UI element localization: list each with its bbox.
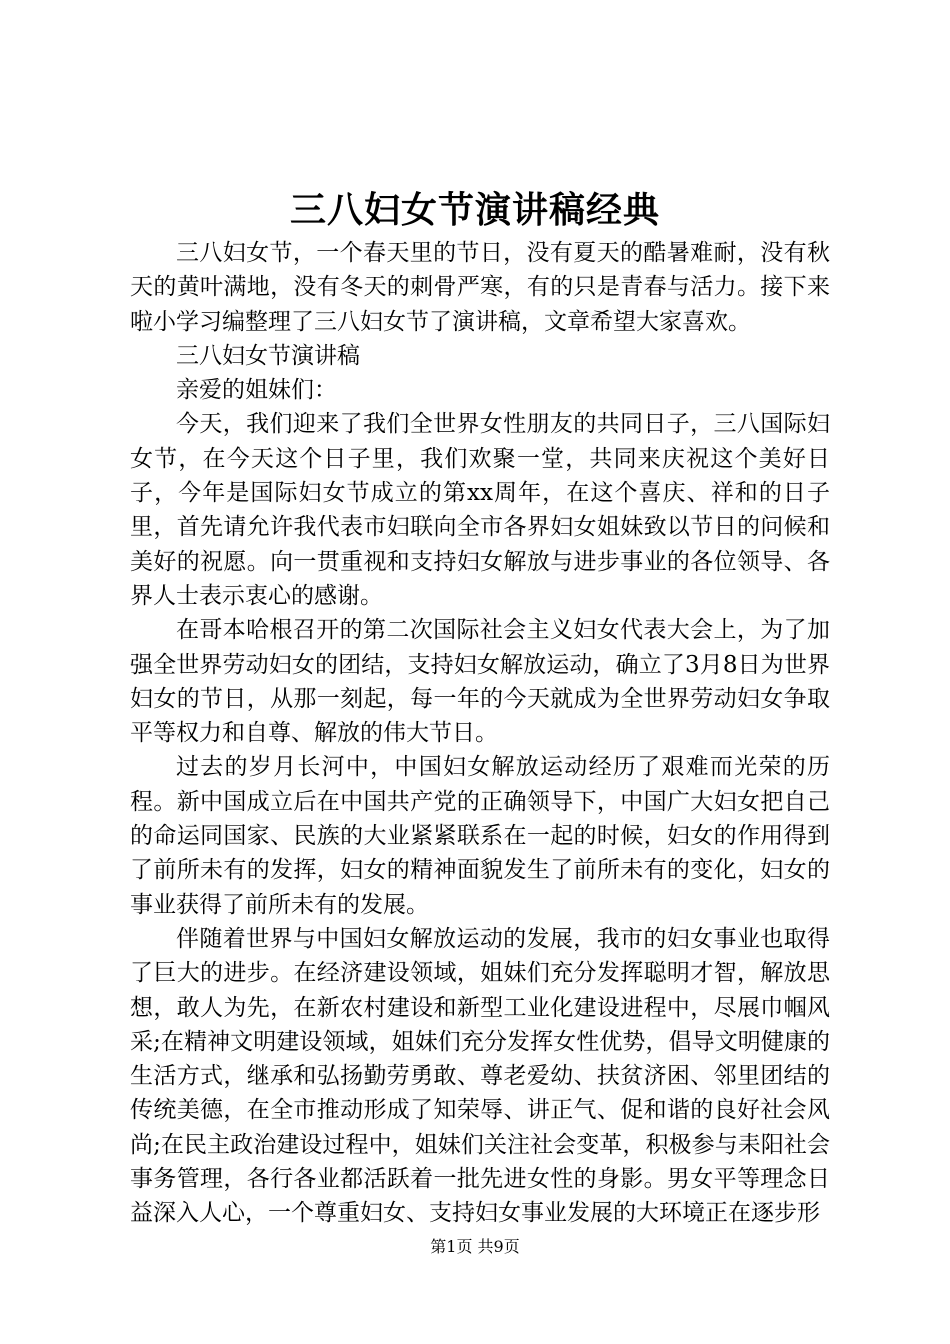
paragraph-salutation: 亲爱的姐妹们： xyxy=(176,377,337,404)
paragraph: 伴随着世界与中国妇女解放运动的发展，我市的妇女事业也取得了巨大的进步。在经济建设领域，姐妹们充分发挥聪明才智，解放思想，敢人为先，在新农村建设和新型工业化建设进程中，尽展巾帼风采;在精神文明建设领域，姐妹们充分发挥女性优势，倡导文明健康的生活方式，继承和弘扬勤劳勇敢、尊老爱幼、扶贫济困、邻里团结的传统美德，在全市推动形成了知荣辱、讲正气、促和谐的良好社会风尚;在民主政治建设过程中，姐妹们关注社会变革，积极参与耒阳社会事务管理，各行各业都活跃着一批先进女性的身影。男女平等理念日益深入人心，一个尊重妇女、支持妇女事业发展的大环境正在逐步形 xyxy=(130,925,830,1227)
paragraph: 过去的岁月长河中，中国妇女解放运动经历了艰难而光荣的历程。新中国成立后在中国共产党的正确领导下，中国广大妇女把自己的命运同国家、民族的大业紧紧联系在一起的时候，妇女的作用得到了前所未有的发挥，妇女的精神面貌发生了前所未有的变化，妇女的事业获得了前所未有的发展。 xyxy=(130,754,830,918)
paragraph: 今天，我们迎来了我们全世界女性朋友的共同日子，三八国际妇女节，在今天这个日子里，我们欢聚一堂，共同来庆祝这个美好日子，今年是国际妇女节成立的第xx周年，在这个喜庆、祥和的日子里，首先请允许我代表市妇联向全市各界妇女姐妹致以节日的问候和美好的祝愿。向一贯重视和支持妇女解放与进步事业的各位领导、各界人士表示衷心的感谢。 xyxy=(130,411,830,609)
paragraph-intro: 三八妇女节，一个春天里的节日，没有夏天的酷暑难耐，没有秋天的黄叶满地，没有冬天的刺骨严寒，有的只是青春与活力。接下来啦小学习编整理了三八妇女节了演讲稿，文章希望大家喜欢。 xyxy=(130,240,830,335)
paragraph-subtitle: 三八妇女节演讲稿 xyxy=(176,342,360,369)
document-title: 三八妇女节演讲稿经典 xyxy=(289,189,660,231)
page-footer: 第1页 共9页 xyxy=(430,1237,520,1256)
paragraph: 在哥本哈根召开的第二次国际社会主义妇女代表大会上，为了加强全世界劳动妇女的团结，支持妇女解放运动，确立了3月8日为世界妇女的节日，从那一刻起，每一年的今天就成为全世界劳动妇女争取平等权力和自尊、解放的伟大节日。 xyxy=(130,617,830,747)
document-body xyxy=(130,236,830,1231)
